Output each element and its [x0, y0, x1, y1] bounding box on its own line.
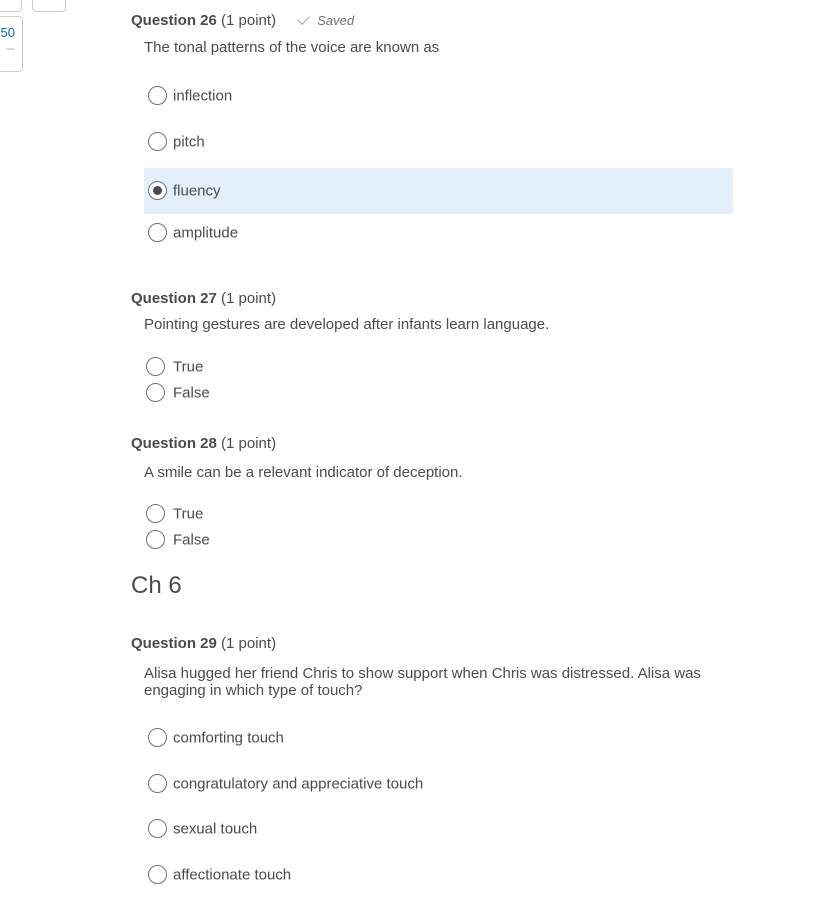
answer-option-true[interactable]	[144, 502, 444, 526]
option-label: congratulatory and appreciative touch	[173, 775, 424, 793]
question-points: (1 point)	[221, 290, 277, 307]
question-number: Question 28	[131, 435, 217, 452]
option-label: comforting touch	[173, 729, 284, 747]
radio-button[interactable]	[148, 774, 167, 793]
answer-option[interactable]	[144, 122, 733, 162]
option-label: inflection	[173, 87, 233, 105]
answer-option[interactable]	[144, 213, 733, 253]
question-29-text: Alisa hugged her friend Chris to show support when Chris was distressed. Alisa was engaging in which type of touch?	[144, 665, 701, 699]
question-26-text: The tonal patterns of the voice are known as	[144, 39, 440, 56]
question-nav-number[interactable]: 50	[0, 25, 15, 40]
radio-button[interactable]	[148, 728, 167, 747]
answer-option[interactable]	[144, 764, 733, 804]
question-28-header	[131, 435, 276, 452]
answer-option[interactable]	[144, 809, 733, 849]
question-nav-button[interactable]	[0, 0, 22, 12]
option-label: affectionate touch	[173, 866, 292, 884]
question-nav-button[interactable]	[32, 0, 66, 12]
radio-button-selected[interactable]	[148, 181, 167, 200]
question-points: (1 point)	[221, 635, 277, 652]
radio-button[interactable]	[146, 530, 165, 549]
question-27-header	[131, 290, 276, 307]
question-28-text: A smile can be a relevant indicator of deception.	[144, 464, 463, 481]
answer-option-false[interactable]	[144, 528, 444, 552]
radio-button[interactable]	[148, 819, 167, 838]
answer-option[interactable]	[144, 855, 733, 895]
question-number: Question 27	[131, 290, 217, 307]
option-label: sexual touch	[173, 820, 258, 838]
answer-option-selected[interactable]	[144, 168, 733, 214]
check-icon	[297, 12, 310, 25]
option-label: pitch	[173, 133, 205, 151]
option-label: False	[173, 531, 210, 549]
radio-button[interactable]	[146, 357, 165, 376]
question-nav-status: ---	[6, 43, 14, 55]
saved-status: Saved	[298, 13, 354, 28]
section-title: Ch 6	[131, 572, 182, 599]
answer-option[interactable]	[144, 718, 733, 758]
answer-option-true[interactable]	[144, 355, 444, 379]
question-points: (1 point)	[221, 12, 277, 29]
option-label: True	[173, 358, 204, 376]
question-nav-tile[interactable]	[0, 16, 23, 72]
radio-button[interactable]	[146, 504, 165, 523]
question-points: (1 point)	[221, 435, 277, 452]
question-26-header	[131, 12, 354, 29]
answer-option-false[interactable]	[144, 381, 444, 405]
radio-button[interactable]	[148, 86, 167, 105]
radio-button[interactable]	[148, 865, 167, 884]
radio-button[interactable]	[146, 383, 165, 402]
option-label: fluency	[173, 182, 221, 200]
radio-button[interactable]	[148, 223, 167, 242]
option-label: amplitude	[173, 224, 239, 242]
question-27-text: Pointing gestures are developed after infants learn language.	[144, 316, 550, 333]
question-number: Question 29	[131, 635, 217, 652]
radio-button[interactable]	[148, 132, 167, 151]
question-number: Question 26	[131, 12, 217, 29]
option-label: False	[173, 384, 210, 402]
question-29-header	[131, 635, 276, 652]
answer-option[interactable]	[144, 76, 733, 116]
option-label: True	[173, 505, 204, 523]
